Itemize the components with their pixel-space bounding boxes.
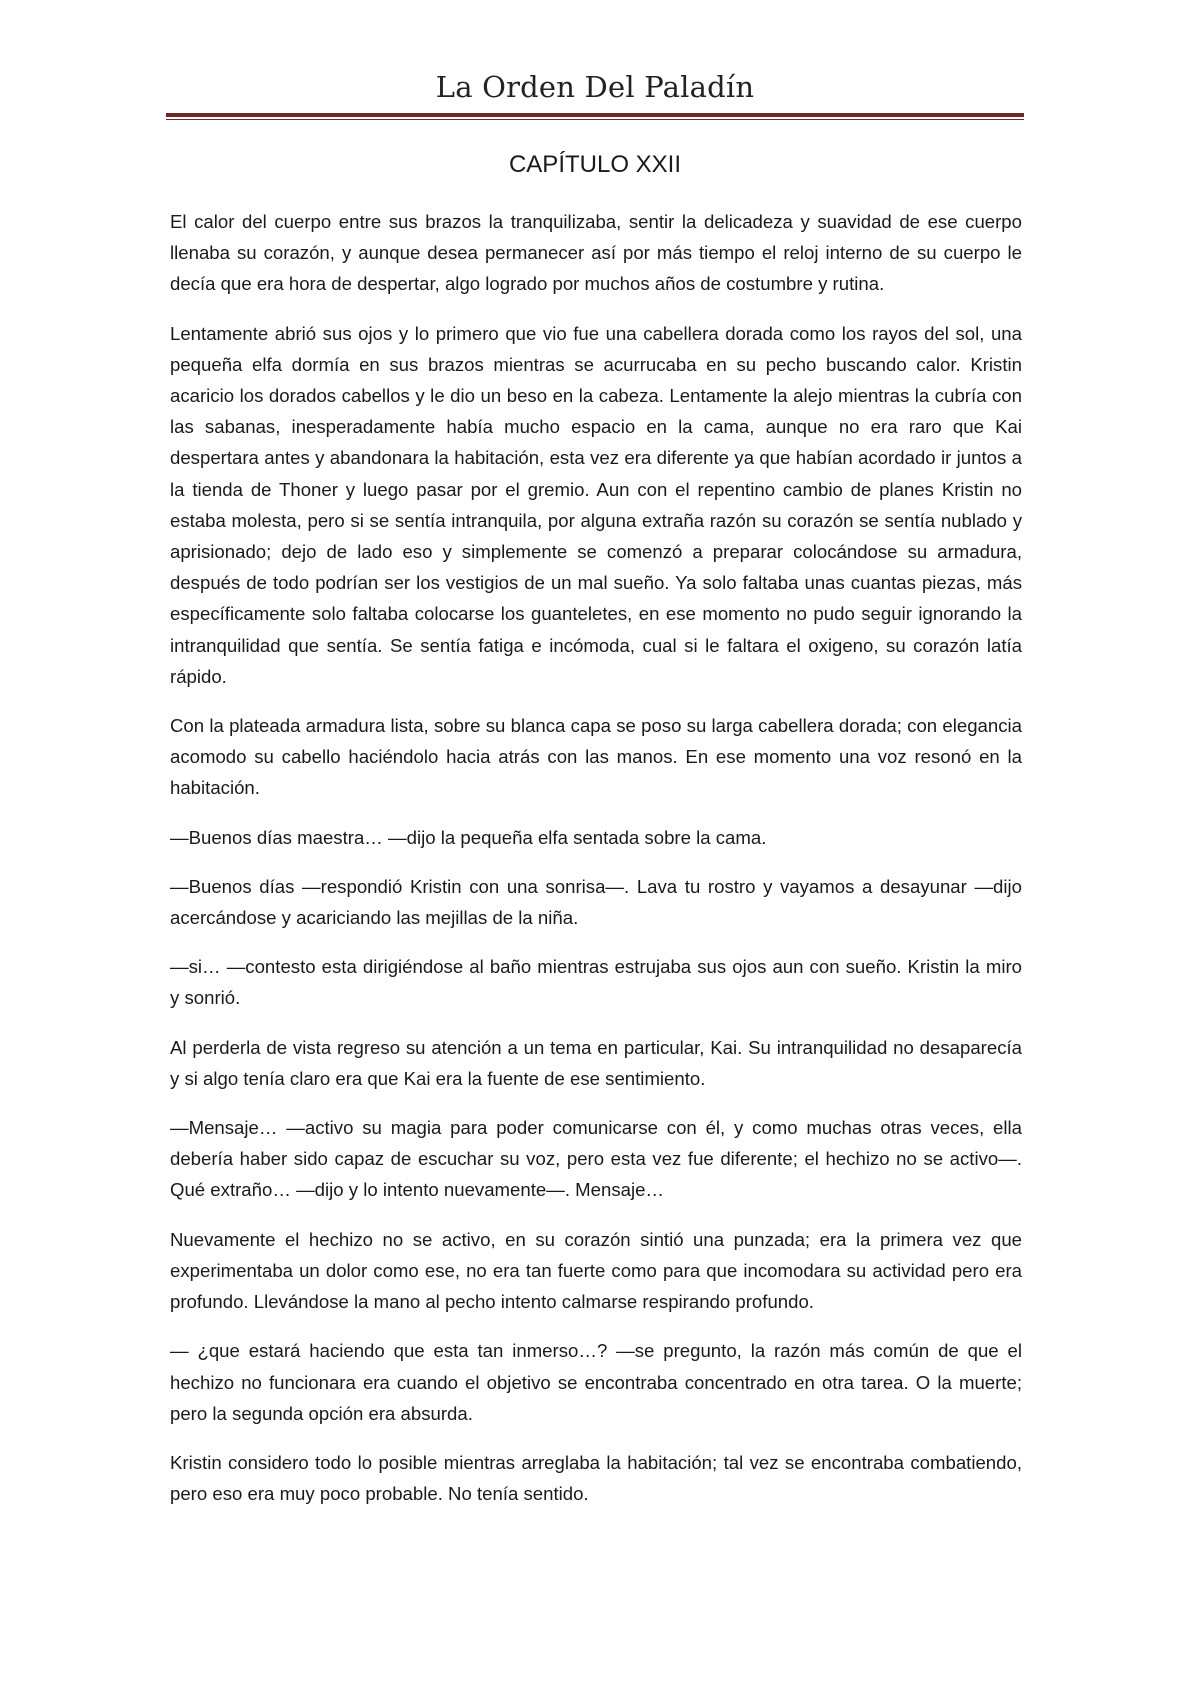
chapter-body — [170, 206, 1022, 1527]
paragraph: —si… —contesto esta dirigiéndose al baño mientras estrujaba sus ojos aun con sueño. Kristin la miro y sonrió. — [170, 956, 1022, 1009]
paragraph: —Buenos días —respondió Kristin con una sonrisa—. Lava tu rostro y vayamos a desayunar —dijo acercándose y acariciando las mejillas de la niña. — [170, 875, 1022, 929]
paragraph: —Buenos días maestra… —dijo la pequeña elfa sentada sobre la cama. — [170, 826, 767, 848]
paragraph: El calor del cuerpo entre sus brazos la tranquilizaba, sentir la delicadeza y suavidad de ese cuerpo llenaba su corazón, y aunque desea permanecer así por más tiempo el reloj interno de su cuerpo le decía que era hora de despertar, algo logrado por muchos años de costumbre y rutina. — [170, 211, 1022, 295]
paragraph: Kristin considero todo lo posible mientras arreglaba la habitación; tal vez se encontraba combatiendo, pero eso era muy poco probable. No tenía sentido. — [170, 1451, 1022, 1505]
paragraph: —Mensaje… —activo su magia para poder comunicarse con él, y como muchas otras veces, ella debería haber sido capaz de escuchar su voz, pero esta vez fue diferente; el hechizo no se activo—. Qué extraño… —dijo y lo intento nuevamente—. Mensaje… — [170, 1117, 1022, 1201]
chapter-title: CAPÍTULO XXII — [508, 151, 682, 178]
paragraph: — ¿que estará haciendo que esta tan inmerso…? —se pregunto, la razón más común de que el hechizo no funcionara era cuando el objetivo se encontraba concentrado en otra tarea. O la muerte; pero la segunda opción era absurda. — [170, 1340, 1022, 1424]
paragraph: Lentamente abrió sus ojos y lo primero que vio fue una cabellera dorada como los rayos del sol, una pequeña elfa dormía en sus brazos mientras se acurrucaba en su pecho buscando calor. Kristin acaricio los dorados cabellos y le dio un beso en la cabeza. Lentamente la alejo mientras la cubría con las sabanas, inesperadamente había mucho espacio en la cama, aunque no era raro que Kai despertara antes y abandonara la habitación, esta vez era diferente ya que habían acordado ir juntos a la tienda de Thoner y luego pasar por el gremio. Aun con el repentino cambio de planes Kristin no estaba molesta, pero si se sentía intranquila, por alguna extraña razón su corazón se sentía nublado y aprisionado; dejo de lado eso y simplemente se comenzó a preparar colocándose su armadura, después de todo podrían ser los vestigios de un mal sueño. Ya solo faltaba unas cuantas piezas, más específicamente solo faltaba colocarse los guanteletes, en ese momento no pudo seguir ignorando la intranquilidad que sentía. Se sentía fatiga e incómoda, cual si le faltara el oxigeno, su corazón latía rápido. — [170, 322, 1022, 687]
paragraph: Nuevamente el hechizo no se activo, en su corazón sintió una punzada; era la primera vez que experimentaba un dolor como ese, no era tan fuerte como para que incomodara su actividad pero era profundo. Llevándose la mano al pecho intento calmarse respirando profundo. — [170, 1228, 1022, 1313]
paragraph: Con la plateada armadura lista, sobre su blanca capa se poso su larga cabellera dorada; con elegancia acomodo su cabello haciéndolo hacia atrás con las manos. En ese momento una voz resonó en la habitación. — [170, 715, 1022, 799]
running-header-title: La Orden Del Paladín — [435, 70, 755, 104]
paragraph: Al perderla de vista regreso su atención a un tema en particular, Kai. Su intranquilidad no desaparecía y si algo tenía claro era que Kai era la fuente de ese sentimiento. — [170, 1036, 1022, 1089]
header-divider — [166, 113, 1024, 120]
